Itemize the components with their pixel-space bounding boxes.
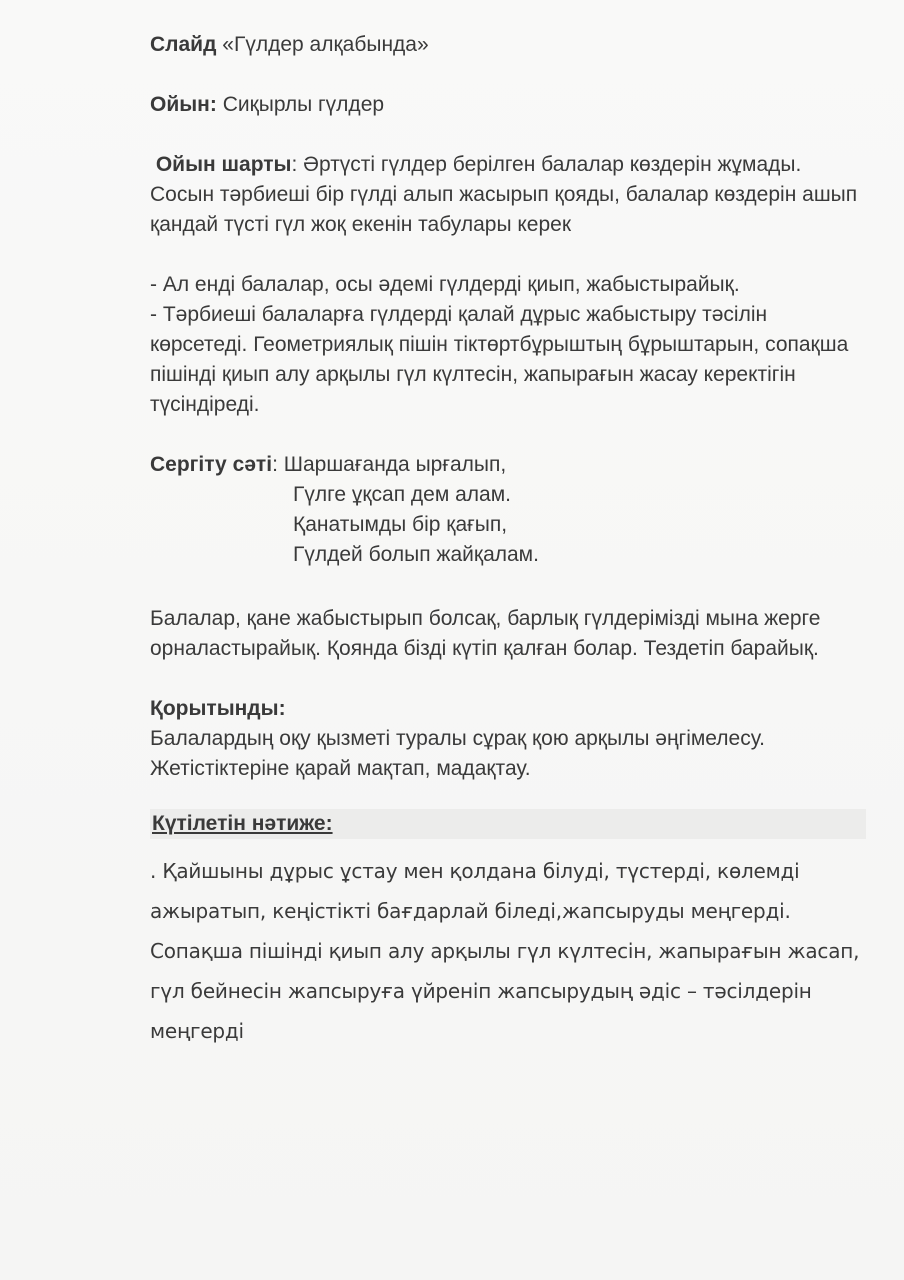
call-to-action-paragraph: Балалар, қане жабыстырып болсақ, барлық гүлдерімізді мына жерге орналастырайық. Қоянда бізді күтіп қалған болар. Тездетіп барайық. (150, 607, 821, 660)
conclusion-text: Балалардың оқу қызметі туралы сұрақ қою арқылы әңгімелесу. Жетістіктеріне қарай мақтап, мадақтау. (150, 727, 765, 780)
slide-label: Слайд (150, 33, 217, 56)
exercise-block (150, 450, 870, 570)
slide-title: «Гүлдер алқабында» (222, 33, 429, 56)
expected-result-heading-band (150, 809, 866, 839)
game-rules-text: : Әртүсті гүлдер берілген балалар көздерін жұмады. Сосын тәрбиеші бір гүлді алып жасырып қояды, балалар көздерін ашып қандай түсті гүл жоқ екенін табулары керек (150, 153, 858, 236)
conclusion-block (150, 694, 870, 784)
exercise-line-3: Қанатымды бір қағып, (293, 513, 508, 536)
exercise-line-4: Гүлдей болып жайқалам. (293, 543, 539, 566)
exercise-line-2: Гүлге ұқсап дем алам. (293, 483, 511, 506)
game-label: Ойын: (150, 93, 217, 116)
game-rules-label: Ойын шарты (155, 153, 292, 176)
exercise-line-1: : Шаршағанда ырғалып, (272, 453, 507, 476)
game-rules-paragraph (150, 150, 870, 240)
instruction-1: - Ал енді балалар, осы әдемі гүлдерді қиып, жабыстырайық. (150, 273, 740, 296)
exercise-first-line (150, 450, 870, 480)
game-name: Сиқырлы гүлдер (222, 93, 385, 116)
document-content (150, 30, 870, 1051)
expected-result-label: Күтілетін нәтиже: (152, 812, 333, 835)
instruction-2: - Тәрбиеші балаларға гүлдерді қалай дұрыс жабыстыру тәсілін көрсетеді. Геометриялық пішін тіктөртбұрыштың бұрыштарын, сопақша пішінді қиып алу арқылы гүл күлтесін, жапырағын жасау керектігін түсіндіреді. (150, 303, 849, 416)
slide-line (150, 30, 870, 60)
exercise-label: Сергіту сәті (150, 453, 273, 476)
conclusion-label: Қорытынды: (150, 697, 286, 720)
expected-result-text: . Қайшыны дұрыс ұстау мен қолдана білуді, түстерді, көлемді ажыратып, кеңістікті бағдарлай біледі,жапсыруды меңгерді. Сопақша пішінді қиып алу арқылы гүл күлтесін, жапырағын жасап, гүл бейнесін жапсыруға үйреніп жапсырудың әдіс – тәсілдерін меңгерді (150, 859, 860, 1043)
game-line (150, 90, 870, 120)
